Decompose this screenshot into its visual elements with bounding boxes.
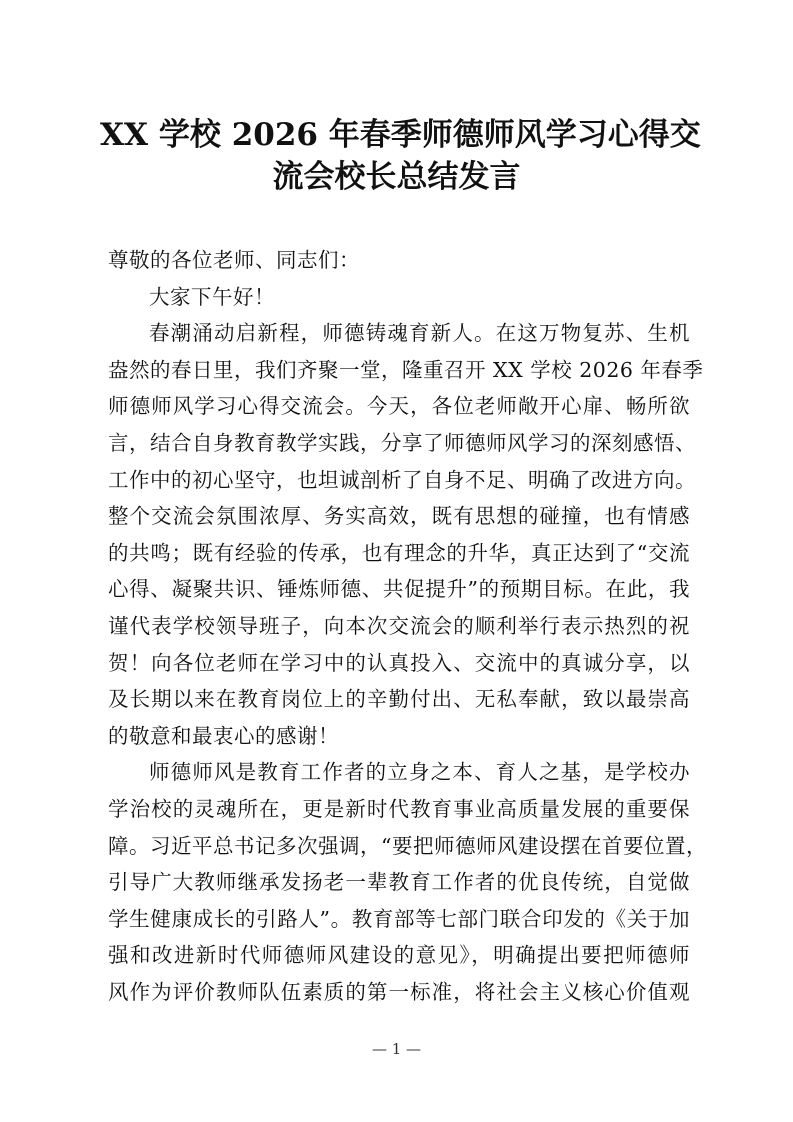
body-text-line: 学治校的灵魂所在，更是新时代教育事业高质量发展的重要保	[108, 796, 690, 821]
body-text-line: 学生健康成长的引路人”。教育部等七部门联合印发的《关于加	[108, 906, 690, 931]
body-text-line: 心得、凝聚共识、锤炼师德、共促提升”的预期目标。在此，我	[108, 577, 690, 602]
body-text-line: 谨代表学校领导班子，向本次交流会的顺利举行表示热烈的祝	[108, 613, 690, 638]
title-line-2: 流会校长总结发言	[272, 159, 521, 195]
body-text-line: 引导广大教师继承发扬老一辈教育工作者的优良传统，自觉做	[108, 870, 690, 895]
body-text-line: 整个交流会氛围浓厚、务实高效，既有思想的碰撞，也有情感	[108, 504, 690, 529]
document-body	[108, 242, 707, 1010]
body-text-line: 春潮涌动启新程，师德铸魂育新人。在这万物复苏、生机	[149, 321, 690, 346]
body-text-line: 师德师风是教育工作者的立身之本、育人之基，是学校办	[149, 760, 690, 785]
document-title	[100, 114, 701, 198]
body-text-line: 风作为评价教师队伍素质的第一标准，将社会主义核心价值观	[108, 979, 690, 1004]
title-line-1: XX 学校 2026 年春季师德师风学习心得交	[100, 117, 701, 153]
body-text-line: 的敬意和最衷心的感谢！	[108, 723, 339, 748]
body-text-line: 盎然的春日里，我们齐聚一堂，隆重召开 XX 学校 2026 年春季	[108, 357, 704, 382]
body-text-line: 贺！向各位老师在学习中的认真投入、交流中的真诚分享，以	[108, 650, 690, 675]
body-text-line: 及长期以来在教育岗位上的辛勤付出、无私奉献，致以最崇高	[108, 687, 690, 712]
page-number: — 1 —	[371, 1040, 422, 1058]
body-text-line: 言，结合自身教育教学实践，分享了师德师风学习的深刻感悟、	[108, 430, 696, 455]
body-text-line: 强和改进新时代师德师风建设的意见》，明确提出要把师德师	[108, 943, 690, 968]
body-text-line: 的共鸣；既有经验的传承，也有理念的升华，真正达到了“交流	[108, 540, 690, 565]
body-text-line: 障。习近平总书记多次强调，“要把师德师风建设摆在首要位置，	[108, 833, 707, 858]
body-text-line: 工作中的初心坚守，也坦诚剖析了自身不足、明确了改进方向。	[108, 467, 696, 492]
body-text-line: 尊敬的各位老师、同志们：	[108, 248, 360, 272]
body-text-line: 大家下午好！	[149, 284, 275, 309]
body-text-line: 师德师风学习心得交流会。今天，各位老师敞开心扉、畅所欲	[108, 394, 690, 419]
